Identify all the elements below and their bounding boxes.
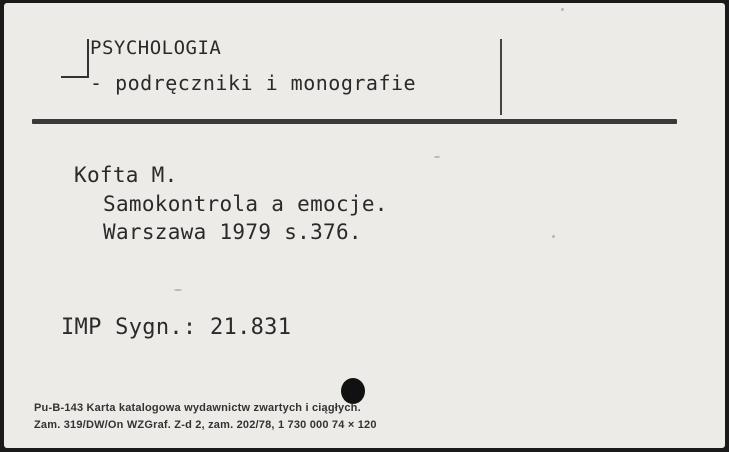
- paper-speck: [174, 289, 182, 291]
- catalog-card: [4, 3, 725, 448]
- heading-divider: [32, 119, 677, 124]
- subject-subheading: - podręczniki i monografie: [90, 71, 417, 95]
- footer-print-line-2: Zam. 319/DW/On WZGraf. Z-d 2, zam. 202/78, 1 730 000 74 × 120: [34, 419, 377, 431]
- title-line: Samokontrola a emocje.: [103, 192, 388, 216]
- imprint-line: Warszawa 1979 s.376.: [103, 220, 362, 244]
- punch-hole: [341, 378, 365, 404]
- heading-right-line: [500, 39, 502, 115]
- subject-heading: PSYCHOLOGIA: [90, 37, 222, 59]
- paper-speck: [561, 8, 564, 11]
- author-line: Kofta M.: [74, 163, 178, 187]
- paper-speck: [552, 235, 555, 238]
- heading-bracket-hook: [61, 76, 89, 78]
- paper-speck: [434, 156, 440, 158]
- heading-bracket-line: [87, 39, 89, 77]
- footer-print-line-1: Pu-B-143 Karta katalogowa wydawnictw zwartych i ciągłych.: [34, 402, 361, 414]
- call-number: IMP Sygn.: 21.831: [61, 315, 292, 340]
